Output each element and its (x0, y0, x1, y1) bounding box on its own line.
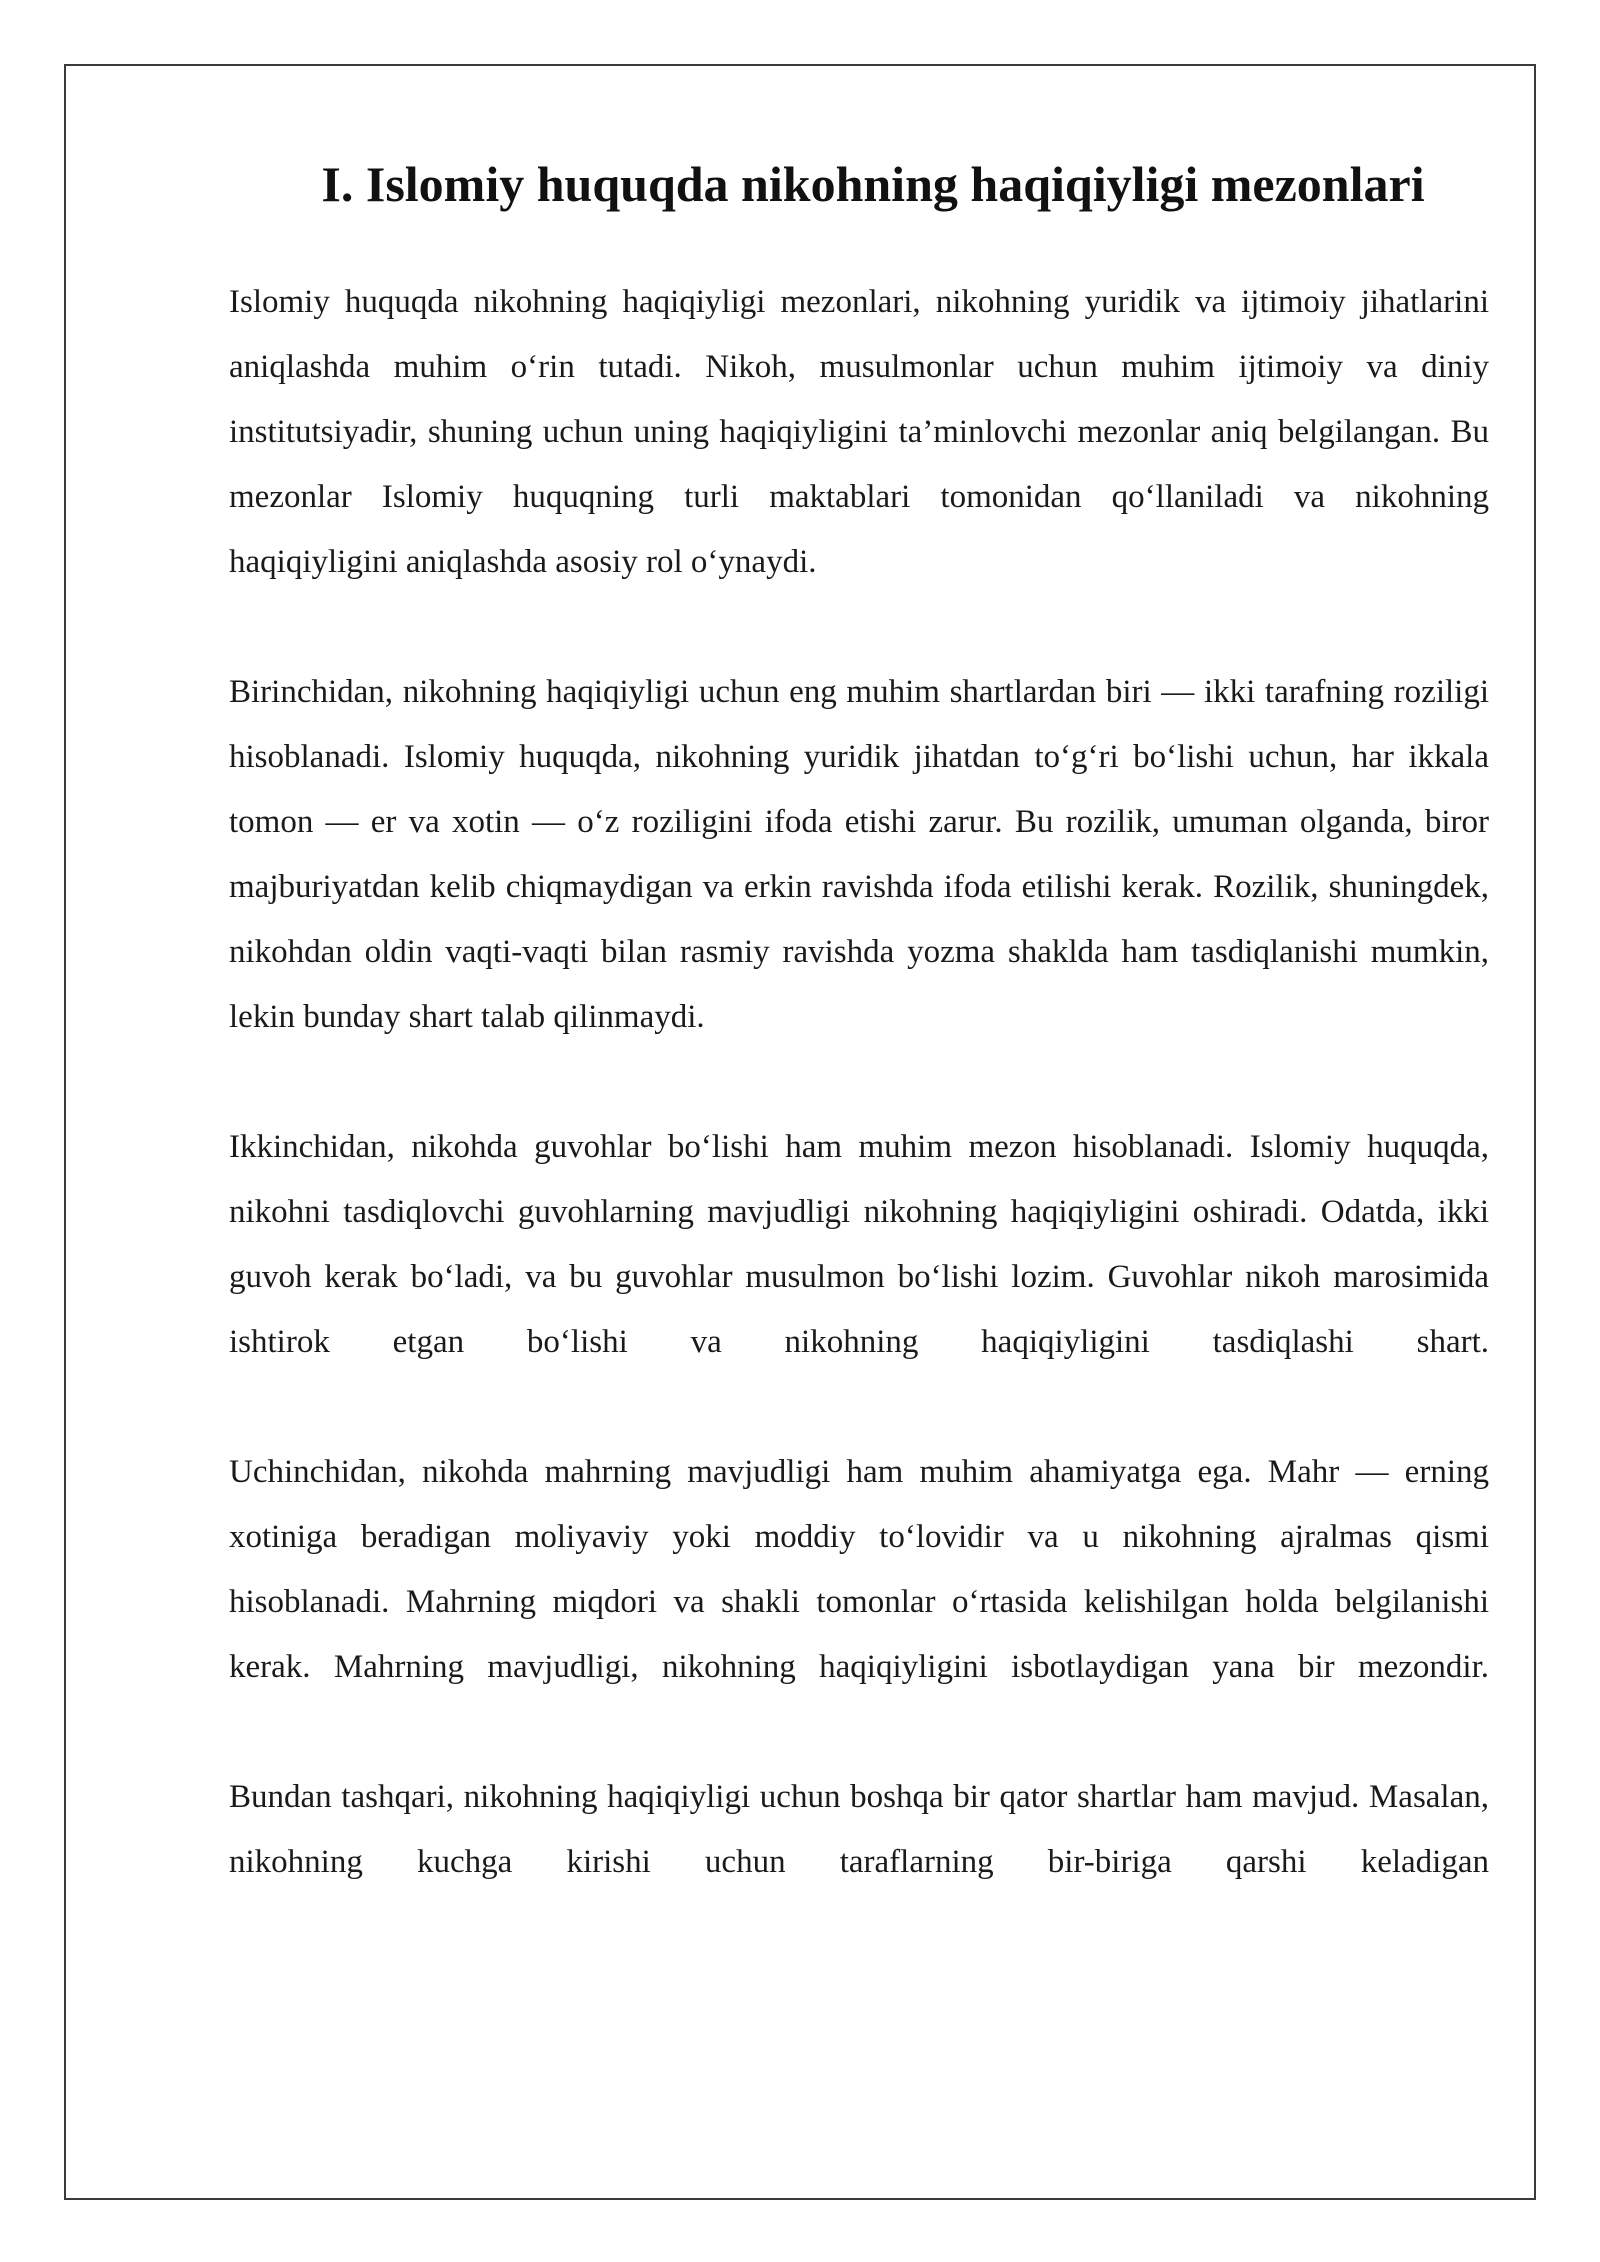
paragraph-mahr: Uchinchidan, nikohda mahrning mavjudligi ham muhim ahamiyatga ega. Mahr — erning xotiniga beradigan moliyaviy yoki moddiy to‘lovidir va u nikohning ajralmas qismi hisoblanadi. Mahrning miqdori va shakli tomonlar o‘rtasida kelishilgan holda belgilanishi kerak. Mahrning mavjudligi, nikohning haqiqiyligini isbotlaydigan yana bir mezondir. (229, 1454, 1489, 1685)
document-title: I. Islomiy huquqda nikohning haqiqiyligi mezonlari (321, 156, 1425, 212)
paragraph-intro: Islomiy huquqda nikohning haqiqiyligi mezonlari, nikohning yuridik va ijtimoiy jihatlarini aniqlashda muhim o‘rin tutadi. Nikoh, musulmonlar uchun muhim ijtimoiy va diniy institutsiyadir, shuning uchun uning haqiqiyligini ta’minlovchi mezonlar aniq belgilangan. Bu mezonlar Islomiy huquqning turli maktablari tomonidan qo‘llaniladi va nikohning haqiqiyligini aniqlashda asosiy rol o‘ynaydi. (229, 284, 1489, 580)
paragraph-other-conditions: Bundan tashqari, nikohning haqiqiyligi uchun boshqa bir qator shartlar ham mavjud. Masalan, nikohning kuchga kirishi uchun taraflarning bir-biriga qarshi keladigan (229, 1779, 1489, 1880)
paragraph-consent: Birinchidan, nikohning haqiqiyligi uchun eng muhim shartlardan biri — ikki tarafning roziligi hisoblanadi. Islomiy huquqda, nikohning yuridik jihatdan to‘g‘ri bo‘lishi uchun, har ikkala tomon — er va xotin — o‘z roziligini ifoda etishi zarur. Bu rozilik, umuman olganda, biror majburiyatdan kelib chiqmaydigan va erkin ravishda ifoda etilishi kerak. Rozilik, shuningdek, nikohdan oldin vaqti-vaqti bilan rasmiy ravishda yozma shaklda ham tasdiqlanishi mumkin, lekin bunday shart talab qilinmaydi. (229, 674, 1489, 1035)
document-body (229, 140, 1489, 1895)
paragraph-witnesses: Ikkinchidan, nikohda guvohlar bo‘lishi ham muhim mezon hisoblanadi. Islomiy huquqda, nikohni tasdiqlovchi guvohlarning mavjudligi nikohning haqiqiyligini oshiradi. Odatda, ikki guvoh kerak bo‘ladi, va bu guvohlar musulmon bo‘lishi lozim. Guvohlar nikoh marosimida ishtirok etgan bo‘lishi va nikohning haqiqiyligini tasdiqlashi shart. (229, 1129, 1489, 1360)
